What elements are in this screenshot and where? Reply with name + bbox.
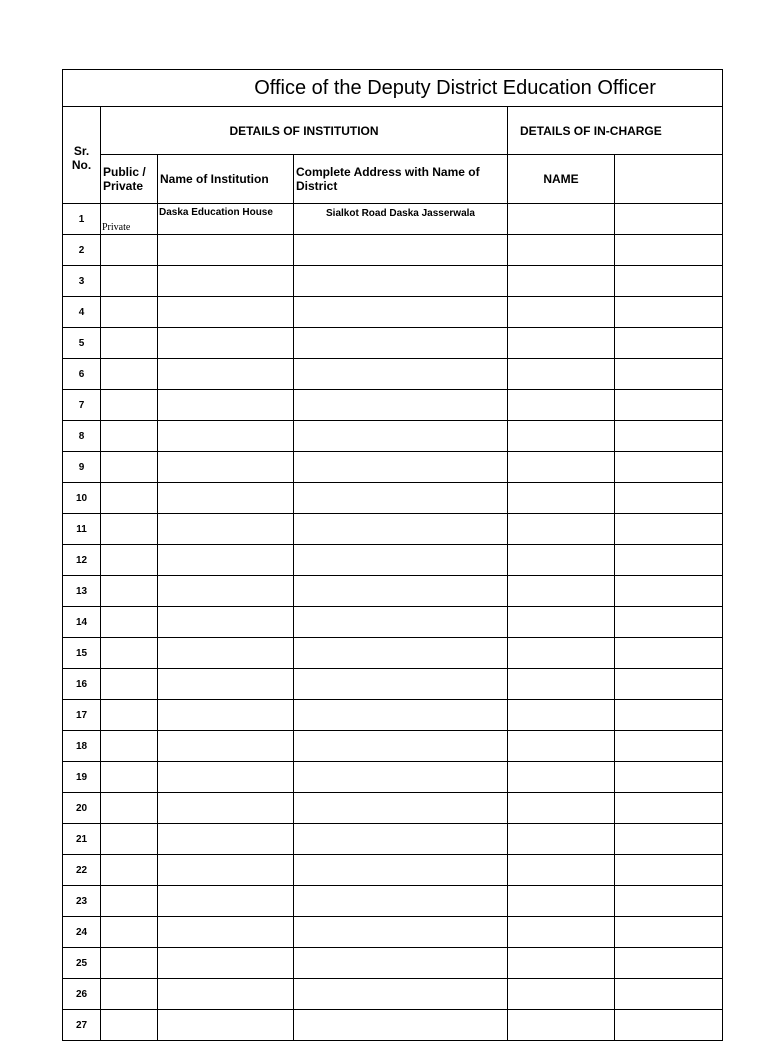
public-private-cell[interactable] xyxy=(101,979,158,1010)
institution-name-cell[interactable] xyxy=(158,824,294,855)
sr-no-cell: 25 xyxy=(63,948,101,979)
extra-cell[interactable] xyxy=(615,607,723,638)
sr-no-cell: 17 xyxy=(63,700,101,731)
extra-cell[interactable] xyxy=(615,824,723,855)
institution-name-cell[interactable] xyxy=(158,452,294,483)
address-cell[interactable] xyxy=(294,297,508,328)
sr-no-cell: 11 xyxy=(63,514,101,545)
table-row xyxy=(63,669,723,700)
table-row xyxy=(63,700,723,731)
sr-no-cell: 18 xyxy=(63,731,101,762)
incharge-name-cell[interactable] xyxy=(508,452,615,483)
incharge-name-cell[interactable] xyxy=(508,824,615,855)
address-cell[interactable] xyxy=(294,917,508,948)
incharge-name-cell[interactable] xyxy=(508,266,615,297)
public-private-cell[interactable] xyxy=(101,359,158,390)
institution-name-cell[interactable] xyxy=(158,979,294,1010)
public-private-cell[interactable] xyxy=(101,731,158,762)
address-cell[interactable] xyxy=(294,638,508,669)
sr-no-cell: 5 xyxy=(63,328,101,359)
address-cell[interactable] xyxy=(294,793,508,824)
table-row xyxy=(63,328,723,359)
incharge-name-cell[interactable] xyxy=(508,1010,615,1041)
public-private-cell[interactable] xyxy=(101,390,158,421)
table-row xyxy=(63,824,723,855)
incharge-name-cell[interactable] xyxy=(508,359,615,390)
table-row xyxy=(63,390,723,421)
incharge-name-cell[interactable] xyxy=(508,886,615,917)
table-row xyxy=(63,793,723,824)
incharge-name-cell[interactable] xyxy=(508,390,615,421)
table-row xyxy=(63,855,723,886)
sr-no-cell: 2 xyxy=(63,235,101,266)
extra-cell[interactable] xyxy=(615,762,723,793)
extra-cell[interactable] xyxy=(615,1010,723,1041)
table-row xyxy=(63,886,723,917)
sr-no-cell: 21 xyxy=(63,824,101,855)
institution-name-cell[interactable] xyxy=(158,700,294,731)
institution-name-cell[interactable] xyxy=(158,297,294,328)
table-row xyxy=(63,576,723,607)
address-cell[interactable] xyxy=(294,886,508,917)
institution-name-cell[interactable]: Daska Education House xyxy=(158,204,294,235)
address-cell[interactable] xyxy=(294,855,508,886)
address-cell[interactable] xyxy=(294,762,508,793)
table-row xyxy=(63,359,723,390)
sr-no-cell: 15 xyxy=(63,638,101,669)
institution-name-cell[interactable] xyxy=(158,359,294,390)
address-cell[interactable] xyxy=(294,421,508,452)
institution-name-cell[interactable] xyxy=(158,948,294,979)
public-private-cell[interactable] xyxy=(101,824,158,855)
extra-cell[interactable] xyxy=(615,514,723,545)
institution-name-cell[interactable] xyxy=(158,917,294,948)
incharge-name-cell[interactable] xyxy=(508,483,615,514)
extra-cell[interactable] xyxy=(615,669,723,700)
extra-cell[interactable] xyxy=(615,390,723,421)
institution-section-header: DETAILS OF INSTITUTION xyxy=(101,107,508,155)
public-private-cell[interactable] xyxy=(101,669,158,700)
sr-no-cell: 1 xyxy=(63,204,101,235)
sr-no-cell: 19 xyxy=(63,762,101,793)
incharge-name-cell[interactable] xyxy=(508,204,615,235)
document-title: Office of the Deputy District Education Officer xyxy=(63,70,723,107)
public-private-cell[interactable] xyxy=(101,762,158,793)
public-private-cell[interactable] xyxy=(101,855,158,886)
public-private-cell[interactable] xyxy=(101,1010,158,1041)
address-header: Complete Address with Name of District xyxy=(294,155,508,204)
institution-name-cell[interactable] xyxy=(158,669,294,700)
institution-name-cell[interactable] xyxy=(158,793,294,824)
extra-cell[interactable] xyxy=(615,855,723,886)
incharge-name-cell[interactable] xyxy=(508,514,615,545)
table-row xyxy=(63,204,723,235)
public-private-cell[interactable] xyxy=(101,235,158,266)
extra-cell[interactable] xyxy=(615,979,723,1010)
sr-no-cell: 7 xyxy=(63,390,101,421)
table-row xyxy=(63,235,723,266)
address-cell[interactable] xyxy=(294,824,508,855)
incharge-name-cell[interactable] xyxy=(508,235,615,266)
extra-cell[interactable] xyxy=(615,576,723,607)
institution-name-cell[interactable] xyxy=(158,886,294,917)
extra-cell[interactable] xyxy=(615,297,723,328)
incharge-name-cell[interactable] xyxy=(508,762,615,793)
sr-no-cell: 20 xyxy=(63,793,101,824)
address-cell[interactable] xyxy=(294,235,508,266)
address-cell[interactable] xyxy=(294,731,508,762)
table-row xyxy=(63,917,723,948)
table-row xyxy=(63,607,723,638)
institution-name-cell[interactable] xyxy=(158,638,294,669)
public-private-cell[interactable] xyxy=(101,948,158,979)
extra-cell[interactable] xyxy=(615,452,723,483)
incharge-name-cell[interactable] xyxy=(508,917,615,948)
institution-name-cell[interactable] xyxy=(158,731,294,762)
sr-no-cell: 14 xyxy=(63,607,101,638)
name-header: NAME xyxy=(508,155,615,204)
table-row xyxy=(63,452,723,483)
institution-name-header: Name of Institution xyxy=(158,155,294,204)
public-private-cell[interactable]: Private xyxy=(101,204,158,235)
address-cell[interactable] xyxy=(294,359,508,390)
address-cell[interactable] xyxy=(294,545,508,576)
sr-no-cell: 23 xyxy=(63,886,101,917)
incharge-name-cell[interactable] xyxy=(508,948,615,979)
public-private-cell[interactable] xyxy=(101,576,158,607)
incharge-name-cell[interactable] xyxy=(508,669,615,700)
sr-no-cell: 22 xyxy=(63,855,101,886)
address-cell[interactable] xyxy=(294,669,508,700)
address-cell[interactable] xyxy=(294,266,508,297)
sr-no-cell: 10 xyxy=(63,483,101,514)
address-cell[interactable] xyxy=(294,979,508,1010)
address-cell[interactable] xyxy=(294,390,508,421)
extra-cell[interactable] xyxy=(615,545,723,576)
table-row xyxy=(63,731,723,762)
sr-no-cell: 26 xyxy=(63,979,101,1010)
address-cell[interactable] xyxy=(294,452,508,483)
incharge-section-header: DETAILS OF IN-CHARGE xyxy=(508,107,723,155)
public-private-cell[interactable] xyxy=(101,297,158,328)
incharge-name-cell[interactable] xyxy=(508,421,615,452)
table-row xyxy=(63,762,723,793)
incharge-name-cell[interactable] xyxy=(508,700,615,731)
public-private-cell[interactable] xyxy=(101,700,158,731)
institution-name-cell[interactable] xyxy=(158,235,294,266)
table-row xyxy=(63,1010,723,1041)
public-private-cell[interactable] xyxy=(101,421,158,452)
table-row xyxy=(63,948,723,979)
incharge-name-cell[interactable] xyxy=(508,607,615,638)
institution-name-cell[interactable] xyxy=(158,762,294,793)
sr-no-cell: 13 xyxy=(63,576,101,607)
public-private-cell[interactable] xyxy=(101,607,158,638)
extra-cell[interactable] xyxy=(615,235,723,266)
incharge-name-cell[interactable] xyxy=(508,793,615,824)
section-header-row xyxy=(63,107,723,155)
public-private-cell[interactable] xyxy=(101,917,158,948)
public-private-cell[interactable] xyxy=(101,266,158,297)
incharge-name-cell[interactable] xyxy=(508,545,615,576)
public-private-cell[interactable] xyxy=(101,452,158,483)
address-cell[interactable] xyxy=(294,328,508,359)
table-row xyxy=(63,979,723,1010)
incharge-name-cell[interactable] xyxy=(508,297,615,328)
extra-cell[interactable] xyxy=(615,328,723,359)
extra-cell[interactable] xyxy=(615,204,723,235)
sr-no-cell: 12 xyxy=(63,545,101,576)
public-private-cell[interactable] xyxy=(101,545,158,576)
address-cell[interactable] xyxy=(294,1010,508,1041)
table-row xyxy=(63,266,723,297)
table-row xyxy=(63,545,723,576)
public-private-cell[interactable] xyxy=(101,328,158,359)
sr-no-cell: 24 xyxy=(63,917,101,948)
sr-no-cell: 9 xyxy=(63,452,101,483)
public-private-cell[interactable] xyxy=(101,638,158,669)
extra-cell[interactable] xyxy=(615,948,723,979)
institution-name-cell[interactable] xyxy=(158,483,294,514)
sr-no-header: Sr. No. xyxy=(63,107,101,204)
address-cell[interactable] xyxy=(294,948,508,979)
incharge-name-cell[interactable] xyxy=(508,328,615,359)
extra-cell[interactable] xyxy=(615,638,723,669)
public-private-cell[interactable] xyxy=(101,793,158,824)
incharge-name-cell[interactable] xyxy=(508,979,615,1010)
table-row xyxy=(63,483,723,514)
address-cell[interactable] xyxy=(294,607,508,638)
sr-no-cell: 8 xyxy=(63,421,101,452)
sr-no-cell: 27 xyxy=(63,1010,101,1041)
extra-cell[interactable] xyxy=(615,266,723,297)
address-cell[interactable] xyxy=(294,483,508,514)
spreadsheet-page xyxy=(62,69,662,1031)
public-private-header: Public / Private xyxy=(101,155,158,204)
address-cell[interactable] xyxy=(294,700,508,731)
public-private-cell[interactable] xyxy=(101,483,158,514)
title-row xyxy=(63,70,723,107)
extra-cell[interactable] xyxy=(615,731,723,762)
institution-name-cell[interactable] xyxy=(158,390,294,421)
table-row xyxy=(63,514,723,545)
extra-cell[interactable] xyxy=(615,421,723,452)
extra-cell[interactable] xyxy=(615,359,723,390)
extra-cell[interactable] xyxy=(615,700,723,731)
public-private-cell[interactable] xyxy=(101,514,158,545)
table-row xyxy=(63,297,723,328)
table-row xyxy=(63,638,723,669)
extra-cell[interactable] xyxy=(615,793,723,824)
address-cell[interactable] xyxy=(294,576,508,607)
extra-cell[interactable] xyxy=(615,917,723,948)
institution-name-cell[interactable] xyxy=(158,576,294,607)
sr-no-cell: 16 xyxy=(63,669,101,700)
column-header-row xyxy=(63,155,723,204)
extra-cell[interactable] xyxy=(615,886,723,917)
institution-name-cell[interactable] xyxy=(158,545,294,576)
institution-table xyxy=(62,69,723,1041)
institution-name-cell[interactable] xyxy=(158,855,294,886)
institution-name-cell[interactable] xyxy=(158,514,294,545)
extra-header xyxy=(615,155,723,204)
institution-name-cell[interactable] xyxy=(158,266,294,297)
public-private-cell[interactable] xyxy=(101,886,158,917)
address-cell[interactable]: Sialkot Road Daska Jasserwala xyxy=(294,204,508,235)
extra-cell[interactable] xyxy=(615,483,723,514)
sr-no-cell: 3 xyxy=(63,266,101,297)
institution-name-cell[interactable] xyxy=(158,1010,294,1041)
institution-name-cell[interactable] xyxy=(158,328,294,359)
institution-name-cell[interactable] xyxy=(158,421,294,452)
sr-no-cell: 4 xyxy=(63,297,101,328)
sr-no-cell: 6 xyxy=(63,359,101,390)
incharge-name-cell[interactable] xyxy=(508,731,615,762)
incharge-name-cell[interactable] xyxy=(508,855,615,886)
incharge-name-cell[interactable] xyxy=(508,638,615,669)
address-cell[interactable] xyxy=(294,514,508,545)
incharge-name-cell[interactable] xyxy=(508,576,615,607)
table-row xyxy=(63,421,723,452)
institution-name-cell[interactable] xyxy=(158,607,294,638)
